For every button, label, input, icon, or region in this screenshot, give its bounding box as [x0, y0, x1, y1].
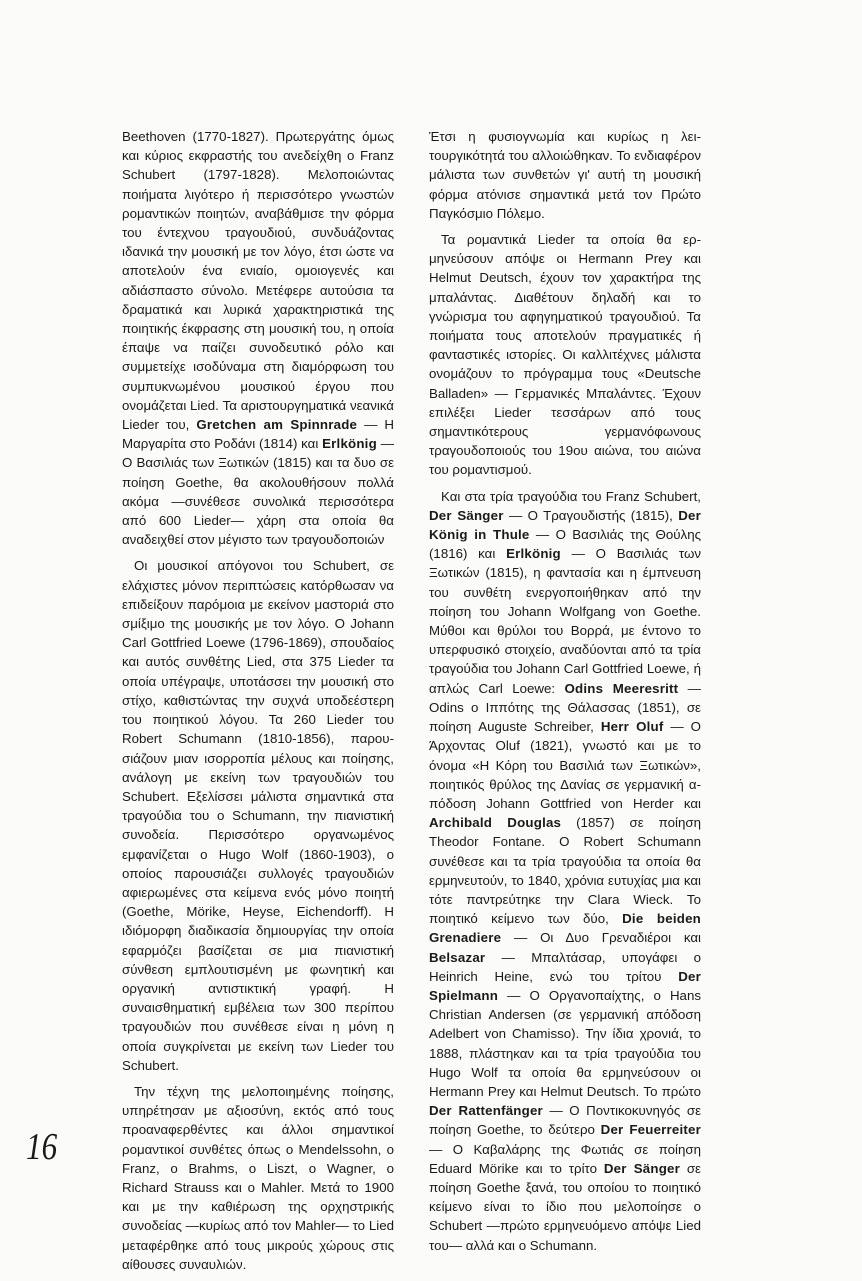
text-run: — Ο Τραγουδιστής (1815),: [503, 507, 679, 523]
paragraph: [429, 127, 701, 223]
paragraph: [122, 556, 394, 1074]
song-title: Der Sänger: [429, 507, 504, 523]
text-run: — Ο Οργανοπαίχτης, ο Hans Christian Andersen (σε γερμανική απόδοση Adelbert von Chamisso). Την ίδια χρονιά, το 1888, πλάστηκαν και τα τρία τραγούδια του Hugo Wolf τα οποία θα ερμηνεύσουν οι Hermann Prey και Helmut Deutsch. Το πρώτο: [429, 987, 701, 1099]
song-title: Archibald Douglas: [429, 815, 562, 831]
song-title: Odins Meeresritt: [564, 680, 679, 696]
song-title: Der Spielmann: [429, 968, 701, 1003]
text-run: — Ο Καβαλάρης της Φωτιάς σε ποίηση Eduard Mörike και το τρίτο: [429, 1141, 701, 1176]
text-run: Έτσι η φυσιογνωμία και κυρίως η λειτουργικότητά του αλλοιώθηκαν. Το ενδιαφέρον μάλιστα των συνθετών γι' αυτή τη μουσική φόρμα ατόνισε σημαντικά μετά τον Πρώτο Παγκόσμιο Πόλεμο.: [429, 129, 701, 221]
song-title: Erlkönig: [506, 546, 561, 562]
text-run: — Ο Άρχοντας Οluf (1821), γνωστό και με το όνομα «Η Κόρη του Βασιλιά των Ξωτικών», ποιητικός θρύλος της Δανίας σε γερμανική απόδοση Johann Gottfried von Herder και: [429, 719, 701, 811]
text-run: — Η Μαργαρίτα στο Ροδάνι (1814) και: [122, 417, 395, 452]
song-title: Der Rattenfänger: [429, 1103, 543, 1119]
text-run: — Ο Βασιλιάς των Ξωτικών (1815) και τα δυο σε ποίηση Goethe, θα ακολουθήσουν πολλά ακόμα —συνέθεσε συνολικά περισσότερα από 600 Lieder— χάρη στα οποία θα αναδειχθεί στον μέγιστο των τραγουδοποιών: [122, 436, 394, 548]
paragraph: [122, 127, 394, 549]
song-title: Der Feuerreiter: [600, 1122, 702, 1138]
text-run: — Ο Βασιλιάς των Ξωτικών (1815), η φαντασία και η έμπνευση του συνθέτη ενεργοποιήθηκαν από την ποίηση του Johann Wolfgang von Goethe. Μύθοι και θρύλοι του Βορρά, με έντονο το υπερφυσικό στοιχείο, αναδύονται από τα τρία τραγούδια του Johann Carl Gottfried Loewe, ή απλώς Carl Loewe:: [429, 546, 701, 696]
paragraph: [429, 230, 701, 480]
song-title: Der Sänger: [603, 1160, 680, 1176]
paragraph: [122, 1082, 394, 1274]
song-title: Erlkönig: [322, 436, 377, 452]
song-title: Der König in Thule: [429, 507, 701, 543]
text-run: (1857) σε ποίηση Theodor Fontane. Ο Robert Schumann συνέθεσε και τα τρία τραγούδια τα οποία θα ερμηνευτούν, το 1840, χρόνια ευτυχίας μια και τότε παντρεύτηκε την Clara Wieck. Το ποιητικό κείμενο των δύο,: [429, 815, 701, 927]
left-text-column: [122, 127, 394, 1281]
text-run: — Odins ο Ιππότης της Θάλασσας (1851), σε ποίηση Auguste Schreiber,: [429, 680, 701, 735]
text-run: — Οι Δυο Γρεναδιέροι και: [501, 930, 701, 946]
text-run: — Μπαλτάσαρ, υπογάφει ο Heinrich Heine, ενώ του τρίτου: [429, 949, 701, 984]
right-text-column: [429, 127, 701, 1262]
paragraph: [429, 487, 701, 1255]
song-title: Belsazar: [429, 949, 486, 965]
text-run: Την τέχνη της μελοποιημένης ποίησης, υπηρέτησαν με αξιοσύνη, εκτός από τους προαναφερθέντες και άλλοι σημαντικοί ρομαντικοί συνθέτες όπως ο Mendelssohn, ο Franz, ο Brahms, ο Liszt, ο Wagner, ο Richard Strauss και ο Mahler. Μετά το 1900 και με την καθιέρωση της ορχηστρικής συνοδείας —κυρίως από τον Mahler— το Lied μεταφέρθηκε από τους μικρούς χώρους στις αίθουσες συναυλιών.: [122, 1083, 394, 1272]
page-number: 16: [26, 1126, 58, 1168]
text-run: σε ποίηση Goethe ξανά, του οποίου το ποιητικό κείμενο είναι το ίδιο που μελοποίησε ο Schubert —πρώτο ερμηνευόμενο απόψε Lied του— αλλά και ο Schumann.: [429, 1160, 701, 1253]
text-run: — Ο Βασιλιάς της Θούλης (1816) και: [429, 527, 701, 562]
text-run: Τα ρομαντικά Lieder τα οποία θα ερμηνεύσουν απόψε οι Hermann Prey και Helmut Deutsch, έχουν τον χαρακτήρα της μπαλάντας. Διαθέτουν δηλαδή και το γνώρισμα του αφηγηματικού τραγουδιού. Τα ποιήματα τους αποτελούν πραγματικές ή φανταστικές ιστορίες. Οι καλλιτέχνες μάλιστα ονομάζουν το πρόγραμμα τους «Deutsche Balladen» — Γερμανικές Μπαλάντες. Έχουν επιλέξει Lieder τεσσάρων από τους σημαντικότερους γερμανόφωνους τραγουδοποιούς του 19ου αιώνα, του αιώνα του ρομαντισμού.: [429, 232, 701, 478]
text-run: Και στα τρία τραγούδια του Franz Schubert,: [441, 488, 701, 504]
song-title: Die beiden Grenadiere: [429, 911, 701, 946]
text-run: — Ο Ποντικοκυνηγός σε ποίηση Goethe, το δεύτερο: [429, 1103, 701, 1138]
song-title: Gretchen am Spinnrade: [196, 417, 358, 433]
song-title: Herr Oluf: [600, 719, 664, 735]
text-run: Οι μουσικοί απόγονοι του Schubert, σε ελάχιστες μόνον περιπτώσεις κατόρθωσαν να επιδείξουν παρόμοια με εκείνον μαστοριά στο σμίξιμο της μουσικής με τον λόγο. Ο Johann Carl Gottfried Loewe (1796-1869), σπουδαίος και αυτός συνθέτης Lied, στα 375 Lieder τα οποία υπέγραψε, υποτάσσει την μουσική στο στίχο, καθιστώντας την συχνά υποδεέστερη του ποιητικού λόγου. Τα 260 Lieder του Robert Schumann (1810-1856), παρουσιάζουν μιαν ισορροπία μέλους και ποίησης, ανάλογη με εκείνη των τραγουδιών του Schubert. Εξελίσσει μάλιστα σημαντικά στα τραγούδια του ο Schumann, την πιανιστική συνοδεία. Περισσότερο οργανωμένος εμφανίζεται ο Hugo Wolf (1860-1903), ο οποίος παρουσιάζει συλλογές τραγουδιών αφιερωμένες στα κείμενα ενός μόνο ποιητή (Goethe, Mörike, Heyse, Eichendorff). Η ιδιόμορφη διαδικασία δημιουργίας την οποία εφαρμόζει βασίζεται σε μια πιανιστική σύνθεση εμπλουτισμένη με φωνητική και οργανική αντιστικτική γραφή. Η συναισθηματική εμβέλεια των 300 περίπου τραγουδιών που συνέθεσε είναι η μόνη η οποία συγκρίνεται με εκείνη των Lieder του Schubert.: [122, 558, 394, 1073]
text-run: Beethoven (1770-1827). Πρωτεργάτης όμως και κύριος εκφραστής του ανεδείχθη ο Franz Schubert (1797-1828). Μελοποιώντας ποιήματα λιγότερο ή περισσότερο γνωστών ρομαντικών ποιητών, αναβάθμισε την φόρμα του έντεχνου τραγουδιού, συνδυάζοντας ιδανικά την μουσική με τον λόγο, έτσι ώστε να αποτελούν ένα ενιαίο, ομοιογενές και αδιάσπαστο σύνολο. Μετέφερε αυτούσια τα δραματικά και λυρικά χαρακτηριστικά της ποιητικής έκφρασης στη μουσική του, η οποία έπαψε να παίζει συνοδευτικό ρόλο και συμμετείχε ισοδύναμα στη διαμόρφωση του συμπυκνωμένου μουσικού έργου που ονομάζεται Lied. Τα αριστουργηματικά νεανικά Lieder του,: [122, 129, 394, 433]
